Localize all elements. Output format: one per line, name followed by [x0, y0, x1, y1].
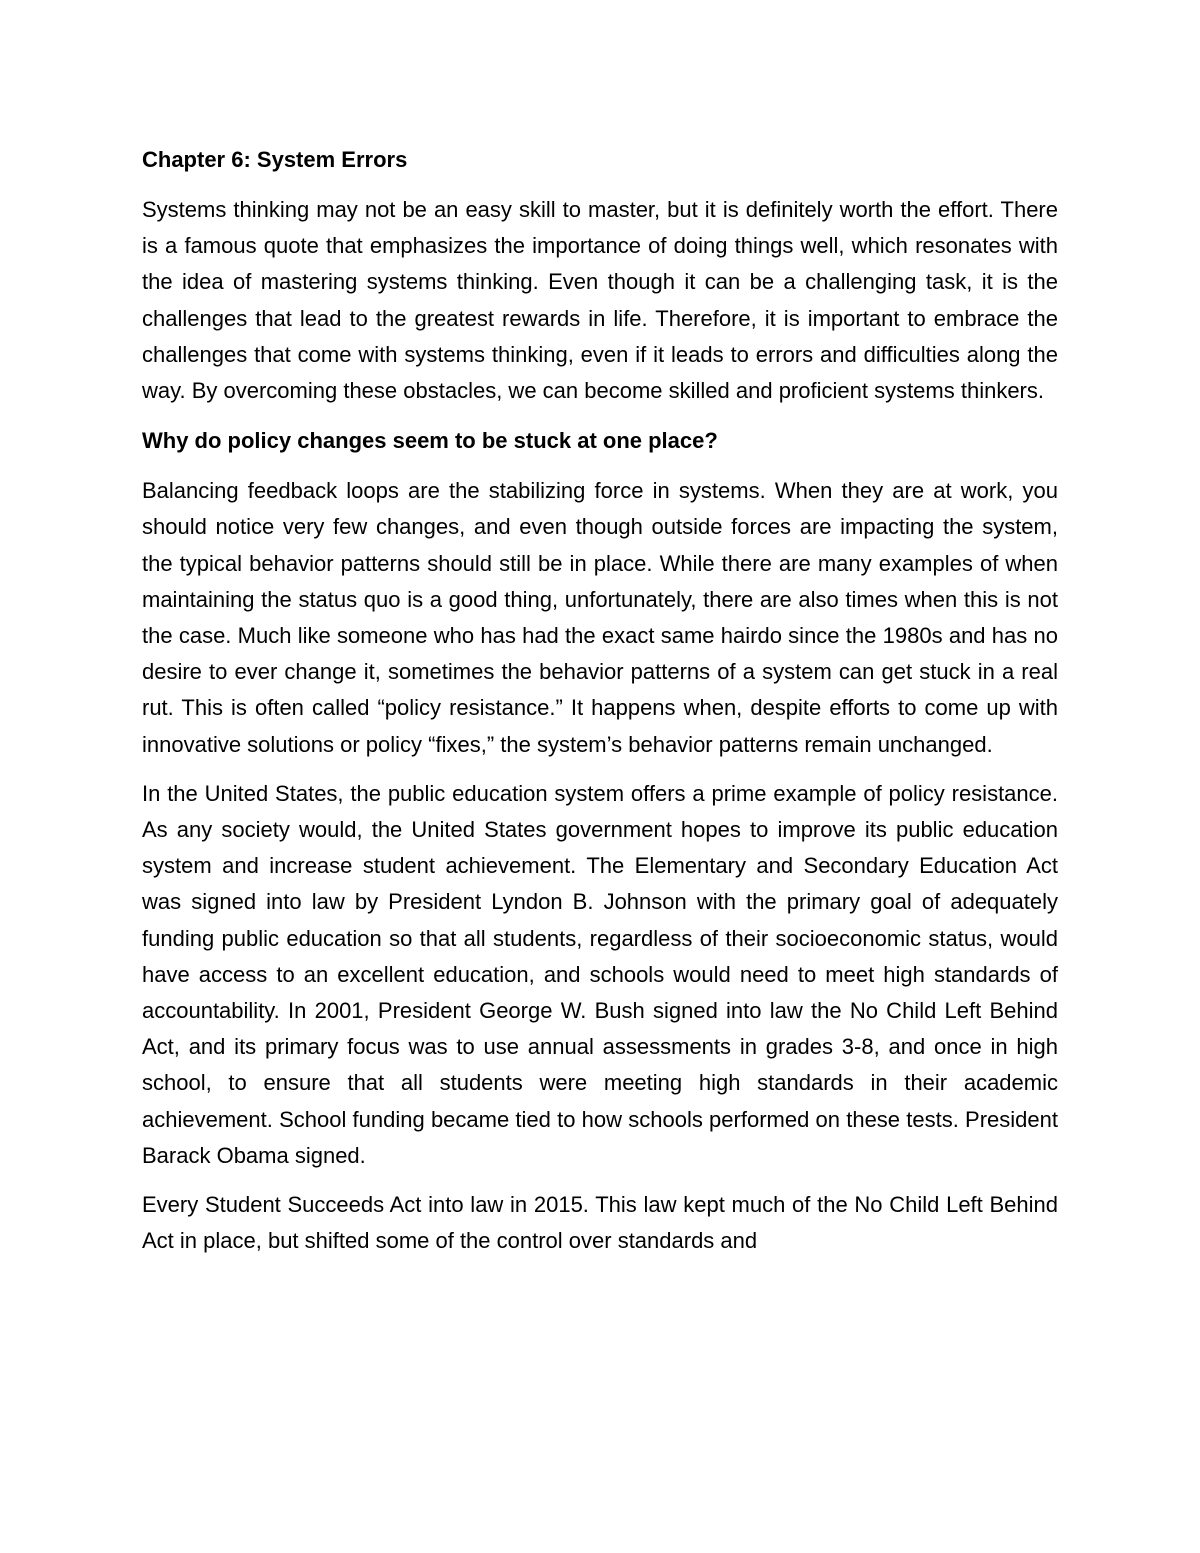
page-content	[142, 142, 1058, 1272]
section-heading: Why do policy changes seem to be stuck at one place?	[142, 428, 718, 454]
paragraph-education-system: In the United States, the public education system offers a prime example of policy resistance. As any society would, the United States government hopes to improve its public education system and increase student achievement. The Elementary and Secondary Education Act was signed into law by President Lyndon B. Johnson with the primary goal of adequately funding public education so that all students, regardless of their socioeconomic status, would have access to an excellent education, and schools would need to meet high standards of accountability. In 2001, President George W. Bush signed into law the No Child Left Behind Act, and its primary focus was to use annual assessments in grades 3-8, and once in high school, to ensure that all students were meeting high standards in their academic achievement. School funding became tied to how schools performed on these tests. President Barack Obama signed.	[142, 780, 1058, 1168]
paragraph-every-student-succeeds: Every Student Succeeds Act into law in 2015. This law kept much of the No Child Left Behind Act in place, but shifted some of the control over standards and	[142, 1192, 1058, 1254]
chapter-title: Chapter 6: System Errors	[142, 147, 408, 172]
intro-paragraph: Systems thinking may not be an easy skill to master, but it is definitely worth the effort. There is a famous quote that emphasizes the importance of doing things well, which resonates with the idea of mastering systems thinking. Even though it can be a challenging task, it is the challenges that lead to the greatest rewards in life. Therefore, it is important to embrace the challenges that come with systems thinking, even if it leads to errors and difficulties along the way. By overcoming these obstacles, we can become skilled and proficient systems thinkers.	[142, 197, 1058, 404]
paragraph-feedback-loops: Balancing feedback loops are the stabilizing force in systems. When they are at work, you should notice very few changes, and even though outside forces are impacting the system, the typical behavior patterns should still be in place. While there are many examples of when maintaining the status quo is a good thing, unfortunately, there are also times when this is not the case. Much like someone who has had the exact same hairdo since the 1980s and has no desire to ever change it, sometimes the behavior patterns of a system can get stuck in a real rut. This is often called “policy resistance.” It happens when, despite efforts to come up with innovative solutions or policy “fixes,” the system’s behavior patterns remain unchanged.	[142, 478, 1058, 757]
